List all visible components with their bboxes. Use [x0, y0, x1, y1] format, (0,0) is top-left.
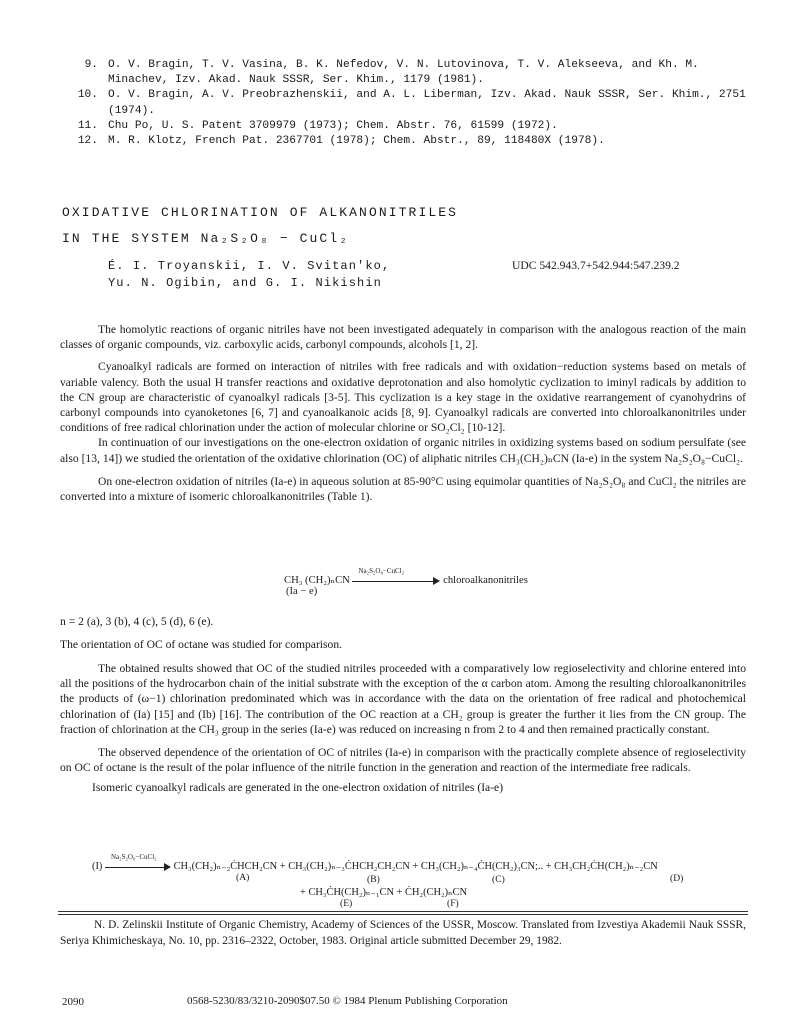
reference-number: 11.	[77, 119, 98, 132]
results-section	[60, 661, 746, 796]
reference-number: 9.	[84, 59, 98, 71]
reaction-arrow-icon	[352, 566, 440, 586]
reaction-arrow-icon	[105, 852, 171, 872]
scheme-products-line-1: CH₃(CH₂)ₙ₋₂ĊHCH₂CN + CH₃(CH₂)ₙ₋₃ĊHCH₂CH₂CN + CH₃(CH₂)ₙ₋₄ĊH(CH₂)₃CN;.. + CH₃CH₂ĊH(CH₂)ₙ₋₂CN	[173, 861, 658, 872]
structure-label-c: (C)	[492, 874, 505, 885]
scheme-products-line-2: + CH₃ĊH(CH₂)ₙ₋₁CN + ĊH₂(CH₂)ₙCN	[300, 887, 467, 898]
reference-item	[58, 134, 748, 149]
authors-line-2: Yu. N. Ogibin, and G. I. Nikishin	[108, 276, 382, 290]
reference-number: 10.	[77, 89, 98, 102]
n-values-line: n = 2 (a), 3 (b), 4 (c), 5 (d), 6 (e).	[60, 615, 214, 628]
scheme-reactant: CH₃ (CH₂)ₙCN	[284, 575, 350, 586]
paragraph: The observed dependence of the orientation of OC of nitriles (Ia-e) in comparison with the practically complete absence of regioselectivity on OC of octane is the result of the polar influence of the nitrile function in the generation and reaction of the intermediate free radicals.	[60, 746, 746, 775]
paragraph: On one-electron oxidation of nitriles (Ia-e) in aqueous solution at 85-90°C using equimolar quantities of Na₂S₂O₈ and CuCl₂ the nitriles are converted into a mixture of isomeric chloroalkanonitriles (Table 1).	[60, 474, 746, 504]
structure-label-f: (F)	[447, 898, 459, 909]
paragraph: Cyanoalkyl radicals are formed on interaction of nitriles with free radicals and with oxidation−reduction systems based on metals of variable valency. Both the usual H transfer reactions and oxidative deprotonation and also homolytic cyclization to iminyl radicals by addition to the CN group are characteristic of cyanoalkyl radicals [3-5]. This cyclization is a key stage in the oxidative rearrangement of cyanohydrins of carbonyl compounds into cyanoketones [6, 7] and cyanoalkanoic acids [8, 9]. Cyanoalkyl radicals are converted into chloroalkanonitriles under conditions of free radical chlorination under the action of molecular chlorine or SO₂Cl₂ [10-12].	[60, 360, 746, 435]
paragraph: The obtained results showed that OC of the studied nitriles proceeded with a comparatively low regioselectivity and chlorine entered into all the positions of the hydrocarbon chain of the initial substrate with the exception of the α carbon atom. Among the resulting chloroalkanonitriles the products of (ω−1) chlorination predominated which was in accordance with the data on the orientation of free radical and photochemical chlorination of (Ia) [15] and (Ib) [16]. The contribution of the OC reaction at a CH₂ group is greater the further it lies from the CN group. The fraction of chlorination at the CH₃ group in the series (Ia-e) was reduced on increasing n from 2 to 4 and then remained practically constant.	[60, 662, 746, 736]
reference-list	[58, 58, 748, 149]
reaction-scheme-1	[284, 566, 528, 597]
institution-footnote: N. D. Zelinskii Institute of Organic Chemistry, Academy of Sciences of the USSR, Moscow. Translated from Izvestiya Akademii Nauk SSSR, Seriya Khimicheskaya, No. 10, pp. 2316–2322, October, 1983. Original article submitted December 29, 1982.	[60, 919, 746, 947]
reference-text: Chu Po, U. S. Patent 3709979 (1973); Chem. Abstr. 76, 61599 (1972).	[108, 119, 558, 132]
reference-text: M. R. Klotz, French Pat. 2367701 (1978); Chem. Abstr., 89, 118480X (1978).	[108, 135, 605, 148]
reference-item	[58, 58, 748, 88]
reference-number: 12.	[77, 135, 98, 148]
octane-note: The orientation of OC of octane was studied for comparison.	[60, 638, 343, 651]
article-title-line-1: OXIDATIVE CHLORINATION OF ALKANONITRILES	[62, 205, 459, 220]
footnote-divider	[58, 911, 748, 912]
reference-text: O. V. Bragin, T. V. Vasina, B. K. Nefedov, V. N. Lutovinova, T. V. Alekseeva, and Kh. M. Minachev, Izv. Akad. Nauk SSSR, Ser. Khim., 1179 (1981).	[108, 59, 699, 87]
reaction-conditions: Na₂S₂O₈−CuCl₂	[358, 566, 405, 575]
article-title-line-2: IN THE SYSTEM Na₂S₂O₈ − CuCl₂	[62, 231, 350, 246]
paragraph: Isomeric cyanoalkyl radicals are generated in the one-electron oxidation of nitriles (Ia-e)	[92, 781, 504, 795]
author-list	[108, 258, 390, 292]
reference-text: O. V. Bragin, A. V. Preobrazhenskii, and A. L. Liberman, Izv. Akad. Nauk SSSR, Ser. Khim., 2751 (1974).	[108, 89, 746, 117]
scheme-start: (I)	[92, 861, 103, 872]
scheme-product: chloroalkanonitriles	[443, 575, 528, 586]
reaction-conditions: Na₂S₂O₈−CuCl₂	[111, 852, 157, 861]
structure-label-b: (B)	[367, 874, 380, 885]
reaction-scheme-2	[92, 852, 658, 872]
page-number: 2090	[62, 996, 84, 1008]
reference-item	[58, 119, 748, 134]
reference-item	[58, 88, 748, 118]
paragraph: The homolytic reactions of organic nitriles have not been investigated adequately in comparison with the analogous reaction of the main classes of organic compounds, viz. carboxylic acids, carbonyl compounds, alcohols [1, 2].	[60, 323, 746, 352]
footnote-divider	[58, 914, 748, 915]
structure-label-d: (D)	[670, 873, 684, 884]
copyright-line: 0568-5230/83/3210-2090$07.50 © 1984 Plenum Publishing Corporation	[187, 995, 508, 1007]
intro-section	[60, 322, 746, 504]
udc-code: UDC 542.943.7+542.944:547.239.2	[512, 259, 680, 272]
authors-line-1: É. I. Troyanskii, I. V. Svitan'ko,	[108, 259, 391, 273]
structure-label-e: (E)	[340, 898, 353, 909]
scheme-reactant-label: (Ia − e)	[286, 586, 318, 597]
paragraph: In continuation of our investigations on the one-electron oxidation of organic nitriles in oxidizing systems based on sodium persulfate (see also [13, 14]) we studied the orientation of the oxidative chlorination (OC) of aliphatic nitriles CH₃(CH₂)ₙCN (Ia-e) in the system Na₂S₂O₈−CuCl₂.	[60, 436, 746, 465]
structure-label-a: (A)	[236, 872, 250, 883]
